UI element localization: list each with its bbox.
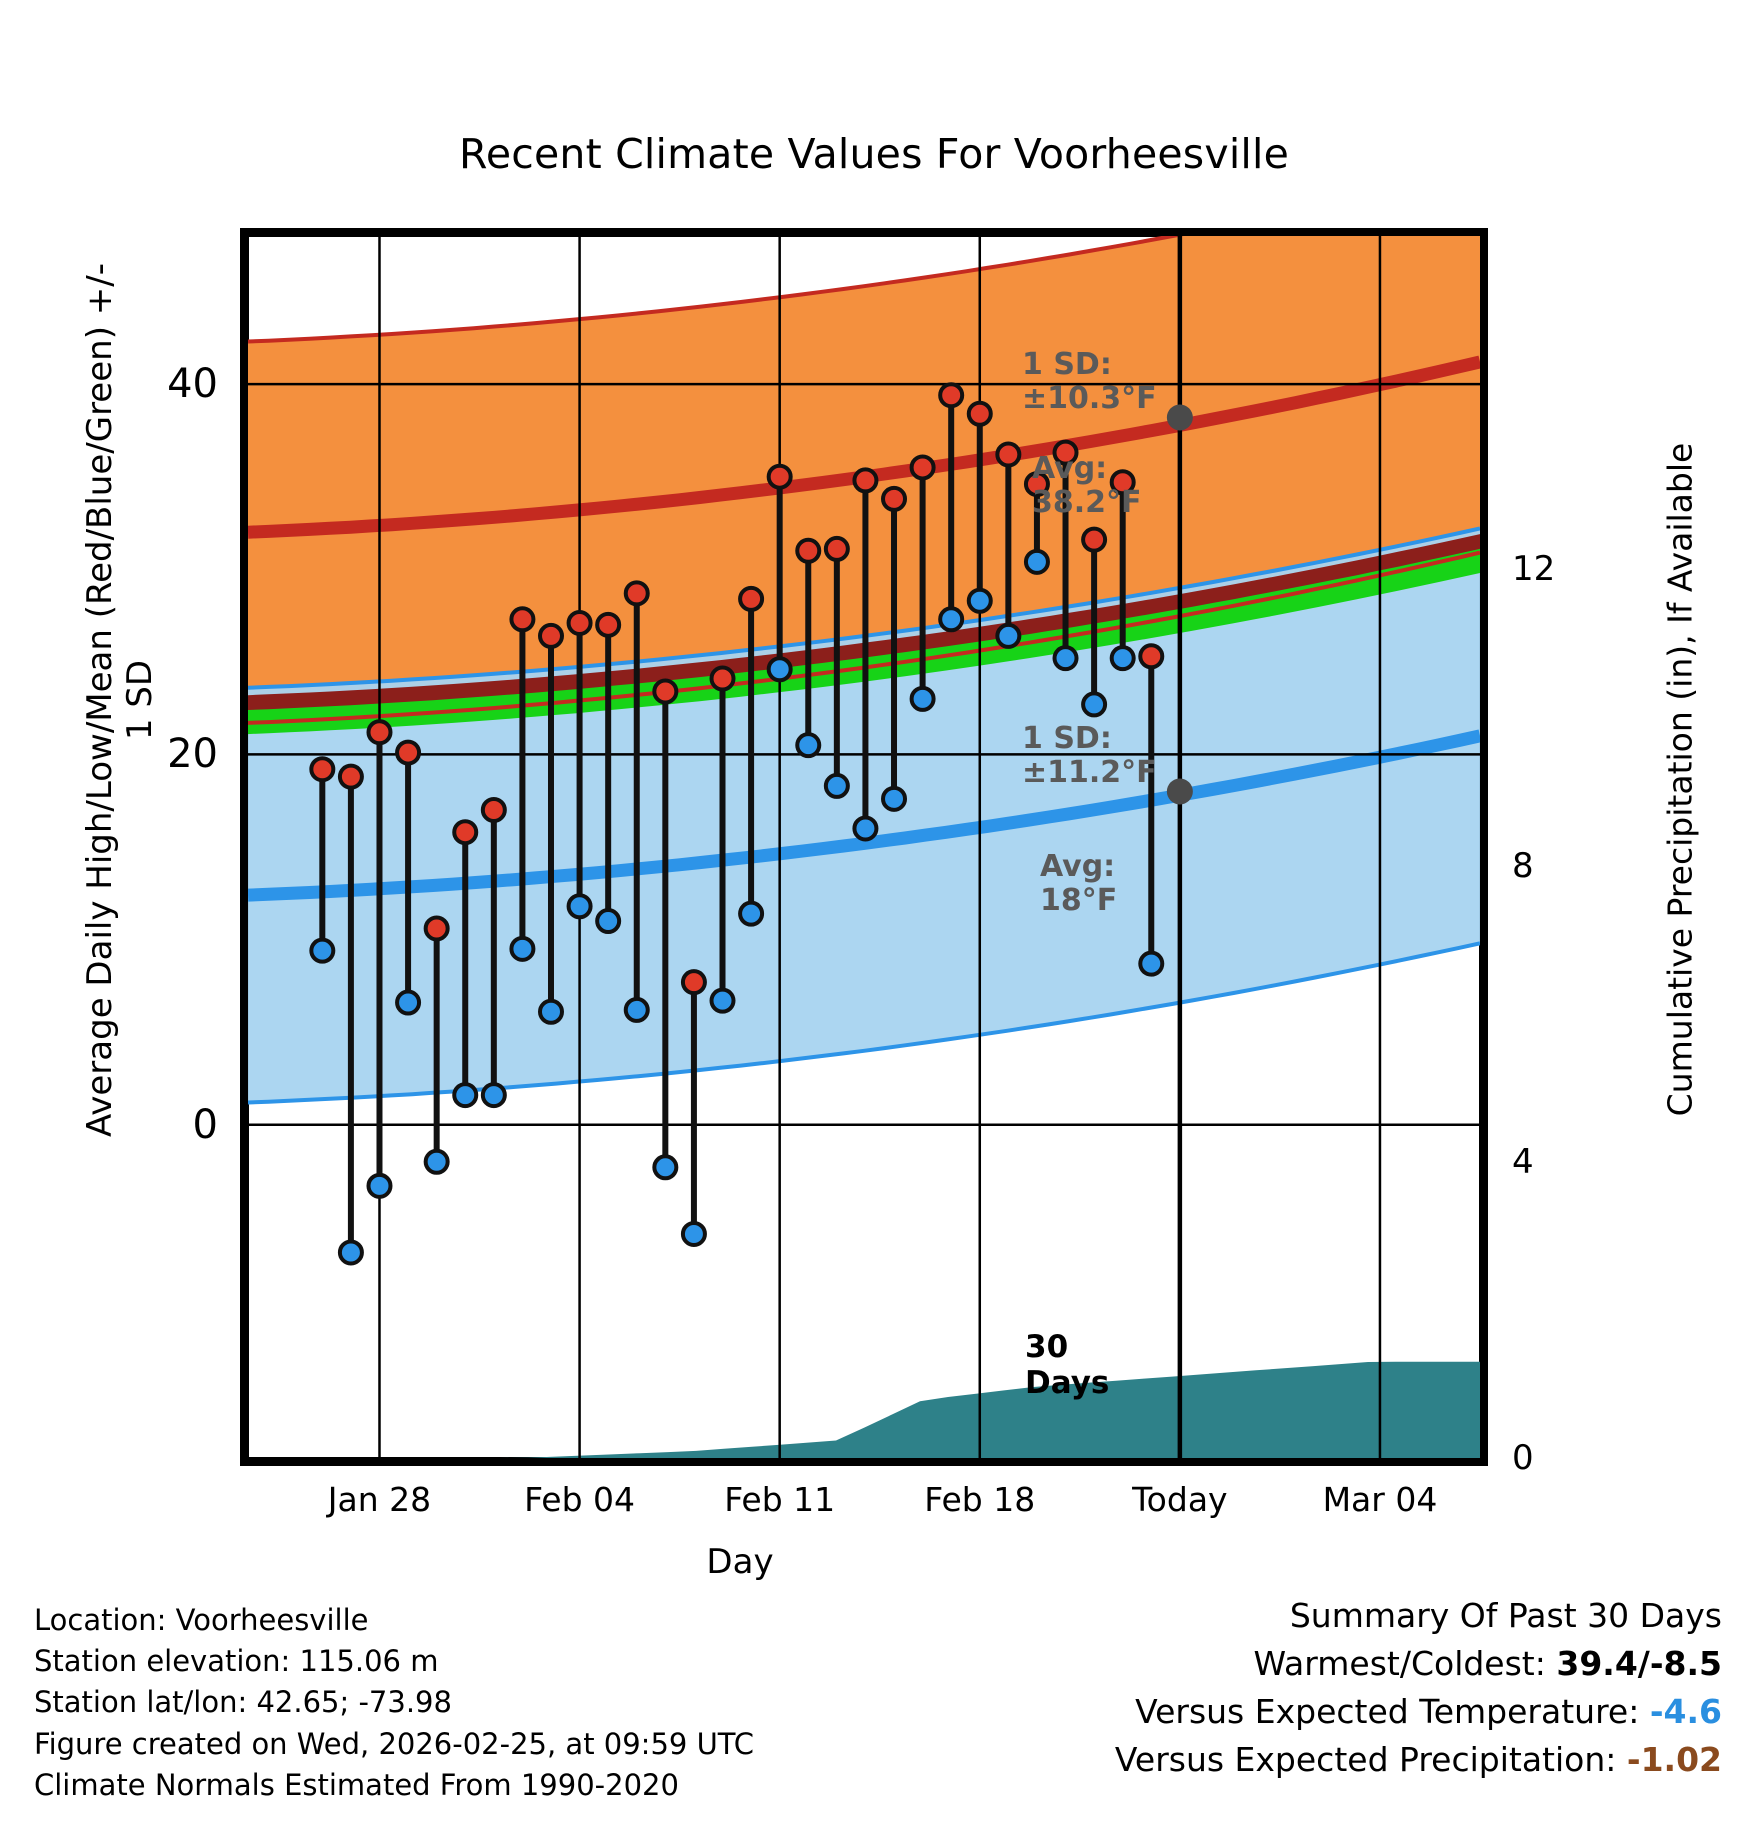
- annotation-low-avg-label: Avg:: [1040, 849, 1116, 884]
- obs-high-marker: [683, 971, 705, 993]
- obs-high-marker: [340, 766, 362, 788]
- footer-line: Figure created on Wed, 2026-02-25, at 09:59 UTC: [34, 1726, 755, 1761]
- obs-low-marker: [368, 1175, 390, 1197]
- obs-low-marker: [826, 775, 848, 797]
- x-tick-label: Feb 18: [924, 1480, 1036, 1519]
- obs-low-marker: [712, 990, 734, 1012]
- obs-low-marker: [597, 910, 619, 932]
- obs-high-marker: [797, 540, 819, 562]
- y-axis-label-left: Average Daily High/Low/Mean (Red/Blue/Green) +/- 1 SD: [80, 263, 160, 1137]
- obs-low-marker: [340, 1241, 362, 1263]
- obs-high-marker: [940, 384, 962, 406]
- x-tick-label: Feb 04: [524, 1480, 636, 1519]
- obs-high-marker: [426, 917, 448, 939]
- obs-high-marker: [454, 821, 476, 843]
- annotation-low-sd-value: ±11.2°F: [1022, 754, 1157, 790]
- annotation-high-avg-value: 38.2°F: [1032, 484, 1142, 520]
- y-tick-label-left: 20: [167, 731, 218, 778]
- obs-low-marker: [1112, 647, 1134, 669]
- y-tick-label-right: 12: [1512, 549, 1556, 590]
- annotation-days-count: 30: [1025, 1329, 1069, 1365]
- obs-high-marker: [483, 799, 505, 821]
- obs-low-marker: [454, 1084, 476, 1106]
- obs-low-marker: [540, 1001, 562, 1023]
- x-axis-label: Day: [706, 1542, 774, 1582]
- obs-high-marker: [1083, 529, 1105, 551]
- obs-low-marker: [940, 608, 962, 630]
- obs-high-marker: [712, 668, 734, 690]
- obs-low-marker: [683, 1223, 705, 1245]
- annotation-high-sd-value: ±10.3°F: [1022, 380, 1157, 416]
- obs-low-marker: [626, 999, 648, 1021]
- footer-line: Station elevation: 115.06 m: [34, 1644, 439, 1679]
- footer-line: Station lat/lon: 42.65; -73.98: [34, 1685, 452, 1720]
- summary-label: Versus Expected Temperature:: [1135, 1691, 1650, 1731]
- summary-label: Warmest/Coldest:: [1253, 1643, 1557, 1683]
- page-title: Recent Climate Values For Voorheesville: [458, 130, 1290, 178]
- climate-chart: [248, 236, 1480, 1458]
- obs-high-marker: [826, 538, 848, 560]
- y-tick-label-left: 40: [167, 361, 218, 408]
- annotation-30-days: [1025, 1330, 1109, 1401]
- obs-high-marker: [597, 614, 619, 636]
- y-tick-label-right: 0: [1512, 1438, 1534, 1478]
- obs-low-marker: [997, 625, 1019, 647]
- obs-low-marker: [912, 688, 934, 710]
- summary-label: Versus Expected Precipitation:: [1114, 1739, 1627, 1779]
- annotation-low-avg: [1040, 850, 1117, 917]
- x-tick-label: Feb 11: [724, 1480, 836, 1519]
- obs-high-marker: [311, 758, 333, 780]
- today-high-avg-dot: [1167, 404, 1193, 430]
- obs-high-marker: [997, 443, 1019, 465]
- x-tick-label: Jan 28: [327, 1480, 432, 1519]
- y-tick-label-right: 8: [1512, 845, 1534, 886]
- obs-high-marker: [854, 469, 876, 491]
- annotation-low-avg-value: 18°F: [1040, 882, 1118, 918]
- annotation-low-sd: [1022, 722, 1157, 789]
- obs-low-marker: [511, 938, 533, 960]
- obs-high-marker: [912, 456, 934, 478]
- footer-metadata: [34, 1600, 754, 1806]
- obs-low-marker: [311, 940, 333, 962]
- obs-low-marker: [969, 590, 991, 612]
- summary-row: [1115, 1688, 1722, 1736]
- obs-high-marker: [1140, 645, 1162, 667]
- y-tick-label-right: 4: [1512, 1141, 1534, 1182]
- annotation-days-word: Days: [1025, 1364, 1110, 1401]
- obs-high-marker: [969, 403, 991, 425]
- annotation-high-avg: [1032, 452, 1142, 519]
- obs-high-marker: [654, 680, 676, 702]
- chart-svg: [248, 236, 1480, 1458]
- obs-high-marker: [883, 488, 905, 510]
- y-tick-label-left: 0: [192, 1101, 218, 1148]
- precip-area: [248, 1362, 1480, 1458]
- obs-high-marker: [769, 466, 791, 488]
- obs-high-marker: [511, 608, 533, 630]
- summary-heading: Summary Of Past 30 Days: [1289, 1596, 1722, 1635]
- obs-low-marker: [483, 1084, 505, 1106]
- obs-high-marker: [540, 625, 562, 647]
- summary-row: [1115, 1640, 1722, 1688]
- obs-high-marker: [740, 588, 762, 610]
- obs-low-marker: [1083, 693, 1105, 715]
- obs-low-marker: [740, 903, 762, 925]
- obs-high-marker: [368, 721, 390, 743]
- x-tick-label: Mar 04: [1322, 1480, 1438, 1519]
- obs-low-marker: [569, 895, 591, 917]
- obs-low-marker: [1026, 551, 1048, 573]
- summary-value: 39.4/-8.5: [1556, 1643, 1722, 1683]
- annotation-low-sd-label: 1 SD:: [1022, 721, 1112, 756]
- summary-value: -4.6: [1649, 1691, 1722, 1731]
- obs-low-marker: [397, 992, 419, 1014]
- annotation-high-sd: [1022, 348, 1157, 415]
- obs-low-marker: [854, 817, 876, 839]
- summary-block: [1115, 1592, 1722, 1783]
- obs-low-marker: [1055, 647, 1077, 669]
- obs-low-marker: [769, 658, 791, 680]
- summary-row: [1115, 1736, 1722, 1784]
- annotation-high-avg-label: Avg:: [1032, 451, 1108, 486]
- footer-line: Climate Normals Estimated From 1990-2020: [34, 1767, 679, 1802]
- obs-low-marker: [1140, 953, 1162, 975]
- summary-value: -1.02: [1626, 1739, 1722, 1779]
- x-tick-label: Today: [1132, 1480, 1228, 1519]
- obs-high-marker: [569, 612, 591, 634]
- today-low-avg-dot: [1167, 778, 1193, 804]
- y-axis-label-right: Cumulative Precipitation (in), If Available: [1660, 442, 1700, 1117]
- obs-low-marker: [797, 734, 819, 756]
- obs-high-marker: [397, 742, 419, 764]
- obs-low-marker: [654, 1156, 676, 1178]
- obs-low-marker: [883, 788, 905, 810]
- summary-rows: [1115, 1640, 1722, 1784]
- annotation-high-sd-label: 1 SD:: [1022, 347, 1112, 382]
- obs-high-marker: [626, 582, 648, 604]
- footer-line: Location: Voorheesville: [34, 1603, 369, 1637]
- obs-low-marker: [426, 1151, 448, 1173]
